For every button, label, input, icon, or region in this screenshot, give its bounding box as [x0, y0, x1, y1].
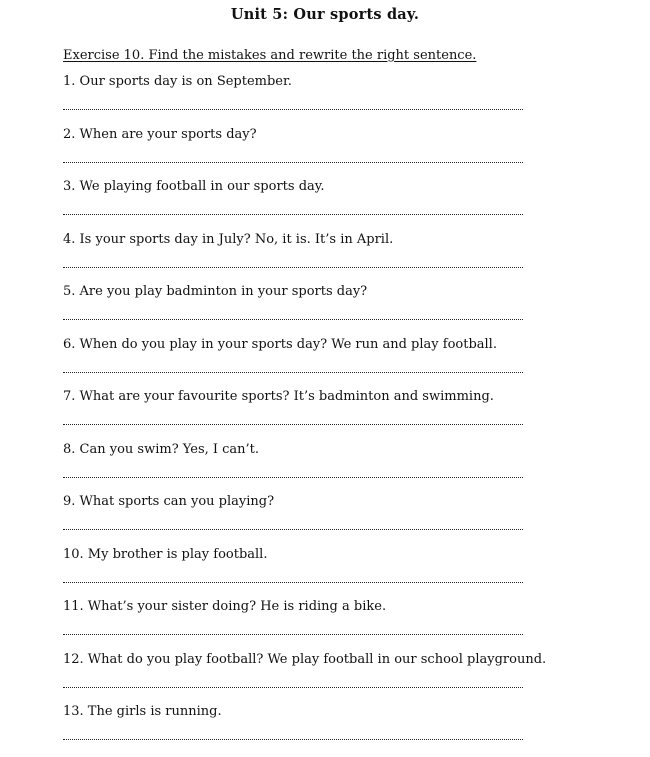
question-item	[63, 389, 583, 442]
question-item	[63, 179, 583, 232]
answer-line	[63, 372, 523, 373]
question-item	[63, 442, 583, 495]
question-item	[63, 704, 583, 757]
answer-line	[63, 582, 523, 583]
question-text: 12. What do you play football? We play football in our school playground.	[63, 651, 547, 667]
question-text: 13. The girls is running.	[63, 704, 222, 719]
question-item	[63, 74, 583, 127]
question-list	[63, 74, 583, 757]
answer-line	[63, 162, 523, 163]
answer-line	[63, 214, 523, 215]
question-item	[63, 337, 583, 390]
question-text: 6. When do you play in your sports day? We run and play football.	[63, 336, 497, 352]
question-item	[63, 284, 583, 337]
exercise-instruction: Exercise 10. Find the mistakes and rewrite the right sentence.	[63, 48, 477, 63]
question-text: 10. My brother is play football.	[63, 546, 268, 562]
question-text: 9. What sports can you playing?	[63, 494, 275, 509]
answer-line	[63, 109, 523, 110]
question-item	[63, 232, 583, 285]
question-text: 7. What are your favourite sports? It’s badminton and swimming.	[63, 389, 494, 404]
question-item	[63, 494, 583, 547]
question-text: 11. What’s your sister doing? He is riding a bike.	[63, 599, 387, 614]
question-text: 8. Can you swim? Yes, I can’t.	[63, 441, 260, 457]
question-text: 5. Are you play badminton in your sports day?	[63, 284, 368, 299]
question-text: 3. We playing football in our sports day.	[63, 179, 325, 194]
answer-line	[63, 424, 523, 425]
answer-line	[63, 739, 523, 740]
answer-line	[63, 267, 523, 268]
question-text: 1. Our sports day is on September.	[63, 74, 292, 89]
answer-line	[63, 319, 523, 320]
answer-line	[63, 477, 523, 478]
page-title: Unit 5: Our sports day.	[230, 6, 420, 23]
question-text: 2. When are your sports day?	[63, 126, 257, 142]
question-item	[63, 599, 583, 652]
answer-line	[63, 687, 523, 688]
question-item	[63, 652, 583, 705]
question-text: 4. Is your sports day in July? No, it is. It’s in April.	[63, 231, 394, 247]
answer-line	[63, 634, 523, 635]
question-item	[63, 547, 583, 600]
question-item	[63, 127, 583, 180]
answer-line	[63, 529, 523, 530]
